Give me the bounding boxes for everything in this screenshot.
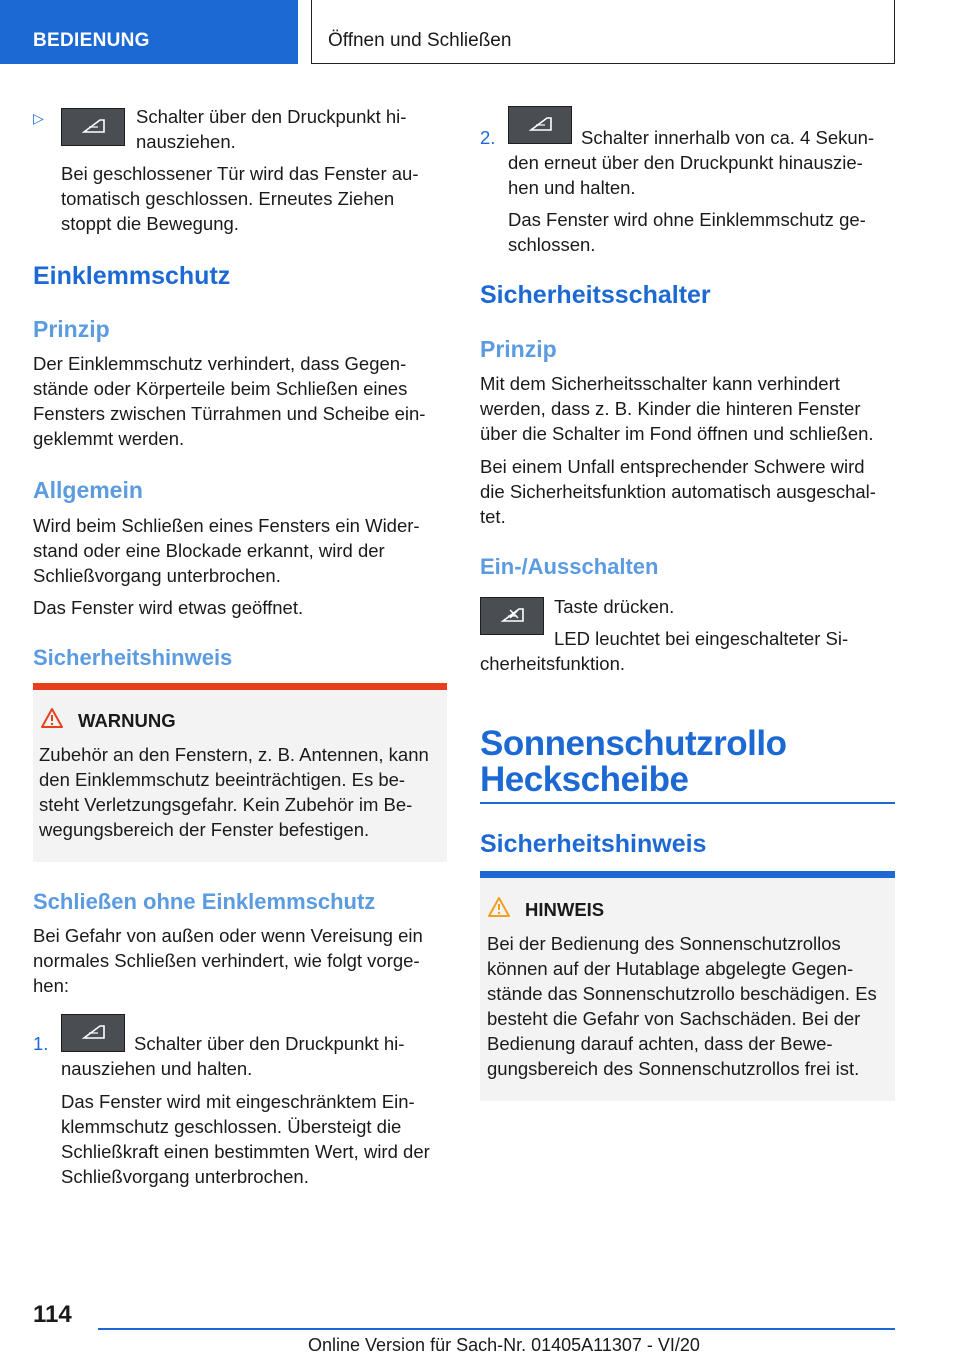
paragraph-line: Taste drücken. — [554, 596, 675, 617]
notice-line: gungsbereich des Sonnenschutzrollos frei ist. — [487, 1058, 860, 1079]
paragraph-line: Schließkraft einen bestimmten Wert, wird der — [61, 1141, 430, 1162]
paragraph-line: geklemmt werden. — [33, 428, 185, 449]
heading-einklemmschutz: Einklemmschutz — [33, 262, 231, 290]
footer-rule — [98, 1328, 895, 1330]
paragraph-line: tomatisch geschlossen. Erneutes Ziehen — [61, 188, 395, 209]
paragraph-line: stoppt die Bewegung. — [61, 213, 239, 234]
safety-switch-icon — [480, 597, 544, 635]
paragraph-line: tet. — [480, 506, 506, 527]
paragraph-line: schlossen. — [508, 234, 596, 255]
footer-version: Online Version für Sach-Nr. 01405A11307 - VI/20 — [308, 1335, 700, 1355]
warning-line: wegungsbereich der Fenster befestigen. — [39, 819, 370, 840]
step-line: nausziehen und halten. — [61, 1058, 253, 1079]
heading-sicherheitshinweis: Sicherheitshinweis — [33, 645, 233, 670]
paragraph-line: Das Fenster wird ohne Einklemmschutz ge- — [508, 209, 866, 230]
heading-prinzip: Prinzip — [480, 336, 557, 362]
paragraph-line: klemmschutz geschlossen. Übersteigt die — [61, 1116, 402, 1137]
paragraph-line: Mit dem Sicherheitsschalter kann verhindert — [480, 373, 840, 394]
paragraph-line: stand oder eine Blockade erkannt, wird der — [33, 540, 385, 561]
warning-title: WARNUNG — [78, 710, 176, 731]
step-line: Schalter über den Druckpunkt hi- — [134, 1033, 405, 1054]
bullet-line: nausziehen. — [136, 131, 236, 152]
heading-rule — [480, 802, 895, 804]
heading-schliessen: Schließen ohne Einklemmschutz — [33, 889, 376, 914]
step-number: 1. — [33, 1033, 49, 1054]
notice-line: können auf der Hutablage abgelegte Gegen- — [487, 958, 854, 979]
warning-line: steht Verletzungsgefahr. Kein Zubehör im Be- — [39, 794, 413, 815]
window-switch-icon — [61, 1014, 125, 1052]
heading-ein-ausschalten: Ein-/Ausschalten — [480, 554, 659, 579]
page-number: 114 — [33, 1301, 72, 1328]
paragraph-line: Das Fenster wird mit eingeschränktem Ein- — [61, 1091, 415, 1112]
paragraph-line: LED leuchtet bei eingeschalteter Si- — [554, 628, 849, 649]
heading-allgemein: Allgemein — [33, 477, 143, 503]
step-line: den erneut über den Druckpunkt hinauszie- — [508, 152, 863, 173]
heading-prinzip: Prinzip — [33, 316, 110, 342]
chapter-label: Öffnen und Schließen — [328, 30, 512, 51]
warning-line: den Einklemmschutz beeinträchtigen. Es be- — [39, 769, 406, 790]
paragraph-line: Bei Gefahr von außen oder wenn Vereisung ein — [33, 925, 423, 946]
notice-line: besteht die Gefahr von Sachschäden. Bei der — [487, 1008, 861, 1029]
bullet-line: Schalter über den Druckpunkt hi- — [136, 106, 407, 127]
paragraph-line: werden, dass z. B. Kinder die hinteren Fenster — [480, 398, 861, 419]
chapter-tab — [311, 0, 895, 64]
step-number: 2. — [480, 127, 496, 148]
heading-sicherheitsschalter: Sicherheitsschalter — [480, 281, 711, 309]
step-line: hen und halten. — [508, 177, 636, 198]
heading-heckscheibe: Heckscheibe — [480, 760, 689, 799]
notice-bar — [480, 871, 895, 878]
paragraph-line: die Sicherheitsfunktion automatisch ausgeschal- — [480, 481, 876, 502]
paragraph-line: stände oder Körperteile beim Schließen eines — [33, 378, 408, 399]
window-switch-icon — [508, 106, 572, 144]
notice-triangle-icon — [487, 896, 511, 923]
paragraph-line: Fensters zwischen Türrahmen und Scheibe ein- — [33, 403, 426, 424]
bullet-triangle-icon: ▷ — [33, 110, 44, 126]
paragraph-line: Schließvorgang unterbrochen. — [33, 565, 281, 586]
paragraph-line: Das Fenster wird etwas geöffnet. — [33, 597, 304, 618]
notice-line: Bedienung darauf achten, dass der Bewe- — [487, 1033, 833, 1054]
notice-line: stände das Sonnenschutzrollo beschädigen. Es — [487, 983, 877, 1004]
paragraph-line: Schließvorgang unterbrochen. — [61, 1166, 309, 1187]
section-label: BEDIENUNG — [33, 30, 150, 51]
window-switch-icon — [61, 108, 125, 146]
paragraph-line: Bei geschlossener Tür wird das Fenster au- — [61, 163, 419, 184]
warning-bar — [33, 683, 447, 690]
warning-triangle-icon — [40, 707, 64, 734]
warning-line: Zubehör an den Fenstern, z. B. Antennen, kann — [39, 744, 429, 765]
paragraph-line: Bei einem Unfall entsprechender Schwere wird — [480, 456, 865, 477]
step-line: Schalter innerhalb von ca. 4 Sekun- — [581, 127, 875, 148]
paragraph-line: Wird beim Schließen eines Fensters ein Wider- — [33, 515, 420, 536]
notice-line: Bei der Bedienung des Sonnenschutzrollos — [487, 933, 841, 954]
paragraph-line: cherheitsfunktion. — [480, 653, 626, 674]
section-tab — [0, 0, 298, 64]
heading-sonnenschutzrollo: Sonnenschutzrollo — [480, 724, 787, 763]
heading-sicherheitshinweis: Sicherheitshinweis — [480, 830, 707, 858]
paragraph-line: Der Einklemmschutz verhindert, dass Gegen- — [33, 353, 407, 374]
paragraph-line: hen: — [33, 975, 70, 996]
paragraph-line: normales Schließen verhindert, wie folgt vorge- — [33, 950, 420, 971]
paragraph-line: über die Schalter im Fond öffnen und schließen. — [480, 423, 874, 444]
notice-title: HINWEIS — [525, 899, 605, 920]
